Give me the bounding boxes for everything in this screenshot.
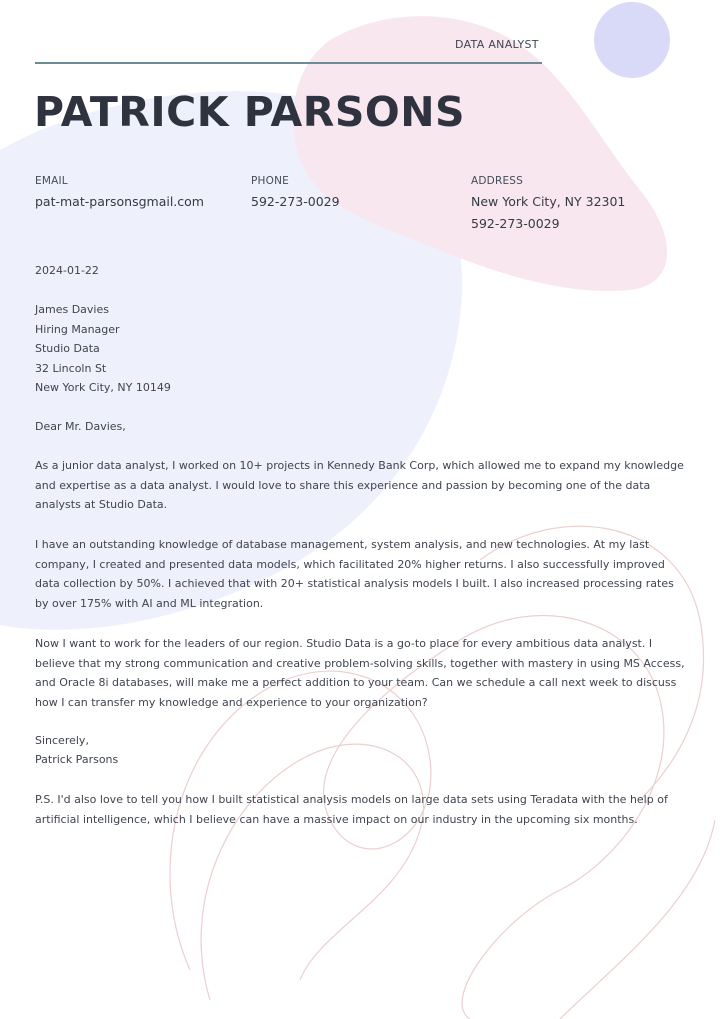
address-label: ADDRESS (471, 175, 524, 187)
address-line-2: 592-273-0029 (471, 216, 560, 231)
paragraph-text: I have an outstanding knowledge of database management, system analysis, and new technologies. At my last company, I created and presented data models, which facilitated 20% higher returns. I also successfully improved data collection by 50%. I achieved that with 20+ statistical analysis models I built. I also increased processing rates by over 175% with AI and ML integration. (35, 538, 674, 610)
recipient-street: 32 Lincoln St (35, 361, 107, 375)
postscript (35, 790, 685, 829)
recipient-name: James Davies (35, 303, 109, 316)
job-title: DATA ANALYST (455, 38, 539, 51)
paragraph-1 (35, 456, 685, 515)
phone-value: 592-273-0029 (251, 194, 340, 209)
phone-label: PHONE (251, 175, 289, 187)
paragraph-text: Now I want to work for the leaders of our region. Studio Data is a go-to place for every ambitious data analyst. I believe that my strong communication and creative problem-solving skills, together with mastery in using MS Access, and Oracle 8i databases, will make me a perfect addition to your team. Can we schedule a call next week to discuss how I can transfer my knowledge and experience to your organization? (35, 637, 685, 709)
signature-name: Patrick Parsons (35, 753, 119, 766)
letter-date: 2024-01-22 (35, 264, 99, 277)
header-rule (35, 62, 542, 64)
paragraph-text: As a junior data analyst, I worked on 10+ projects in Kennedy Bank Corp, which allowed me to expand my knowledge and expertise as a data analyst. I would love to share this experience and passion by becoming one of the data analysts at Studio Data. (35, 459, 684, 511)
address-line-1: New York City, NY 32301 (471, 194, 626, 209)
salutation: Dear Mr. Davies, (35, 420, 126, 433)
applicant-name: PATRICK PARSONS (34, 88, 466, 136)
recipient-title: Hiring Manager (35, 322, 120, 336)
recipient-city: New York City, NY 10149 (35, 381, 171, 394)
paragraph-2 (35, 535, 685, 613)
recipient-company: Studio Data (35, 342, 100, 355)
closing: Sincerely, (35, 734, 89, 747)
email-label: EMAIL (35, 175, 68, 187)
paragraph-3 (35, 634, 685, 712)
postscript-text: P.S. I'd also love to tell you how I built statistical analysis models on large data sets using Teradata with the help of artificial intelligence, which I believe can have a massive impact on our industry in the upcoming six months. (35, 793, 668, 826)
email-value: pat-mat-parsonsgmail.com (35, 194, 204, 209)
recipient-address (35, 300, 685, 398)
